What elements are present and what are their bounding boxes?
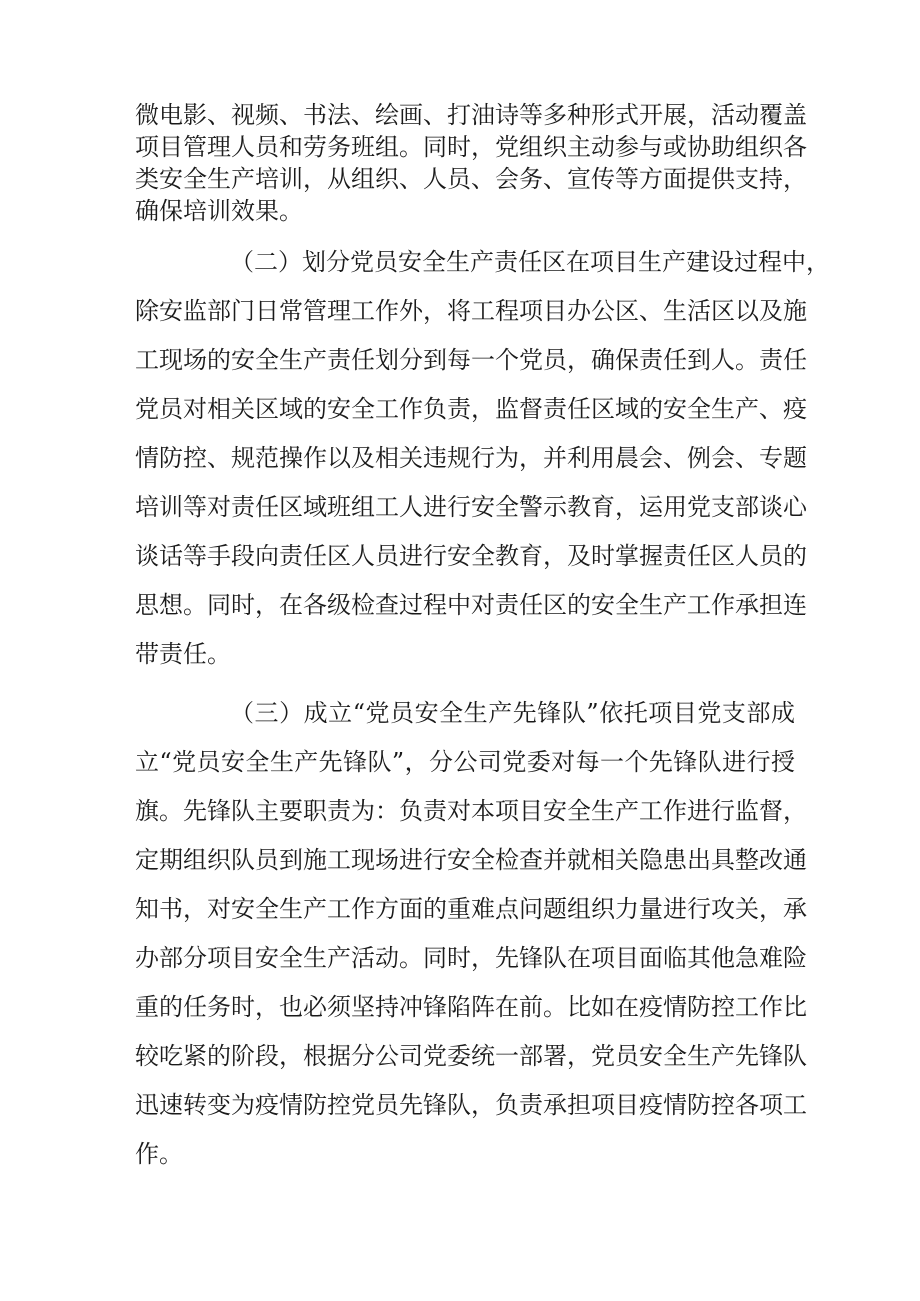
paragraph-2-line-3: 工现场的安全生产责任划分到每一个党员，确保责任到人。责任 — [135, 346, 807, 374]
paragraph-3-line-1: （三）成立“党员安全生产先锋队”依托项目党支部成 — [230, 699, 795, 727]
paragraph-1-line-3: 类安全生产培训，从组织、人员、会务、宣传等方面提供支持， — [135, 165, 807, 193]
paragraph-3-line-4: 定期组织队员到施工现场进行安全检查并就相关隐患出具整改通 — [135, 846, 807, 874]
paragraph-2-line-6: 培训等对责任区域班组工人进行安全警示教育，运用党支部谈心 — [135, 493, 807, 521]
paragraph-3-line-6: 办部分项目安全生产活动。同时，先锋队在项目面临其他急难险 — [135, 944, 807, 972]
paragraph-1-line-4: 确保培训效果。 — [135, 197, 303, 225]
paragraph-3-line-8: 较吃紧的阶段，根据分公司党委统一部署，党员安全生产先锋队 — [135, 1042, 807, 1070]
paragraph-2-line-4: 党员对相关区域的安全工作负责，监督责任区域的安全生产、疫 — [135, 395, 807, 423]
paragraph-2-line-8: 思想。同时，在各级检查过程中对责任区的安全生产工作承担连 — [135, 591, 807, 619]
paragraph-3-line-7: 重的任务时，也必须坚持冲锋陷阵在前。比如在疫情防控工作比 — [135, 993, 807, 1021]
paragraph-1-line-2: 项目管理人员和劳务班组。同时，党组织主动参与或协助组织各 — [135, 133, 807, 161]
paragraph-3-line-9: 迅速转变为疫情防控党员先锋队，负责承担项目疫情防控各项工 — [135, 1091, 807, 1119]
paragraph-3-line-10: 作。 — [135, 1140, 183, 1168]
paragraph-2-line-9: 带责任。 — [135, 640, 231, 668]
paragraph-2-line-2: 除安监部门日常管理工作外，将工程项目办公区、生活区以及施 — [135, 297, 807, 325]
paragraph-2-line-5: 情防控、规范操作以及相关违规行为，并利用晨会、例会、专题 — [135, 444, 807, 472]
paragraph-3-line-3: 旗。先锋队主要职责为：负责对本项目安全生产工作进行监督， — [135, 797, 807, 825]
paragraph-1-line-1: 微电影、视频、书法、绘画、打油诗等多种形式开展，活动覆盖 — [135, 101, 807, 129]
paragraph-3-line-2: 立“党员安全生产先锋队”，分公司党委对每一个先锋队进行授 — [135, 748, 795, 776]
paragraph-3-line-5: 知书，对安全生产工作方面的重难点问题组织力量进行攻关，承 — [135, 895, 807, 923]
paragraph-2-line-1: （二）划分党员安全生产责任区在项目生产建设过程中， — [230, 248, 830, 276]
paragraph-2-line-7: 谈话等手段向责任区人员进行安全教育，及时掌握责任区人员的 — [135, 542, 807, 570]
